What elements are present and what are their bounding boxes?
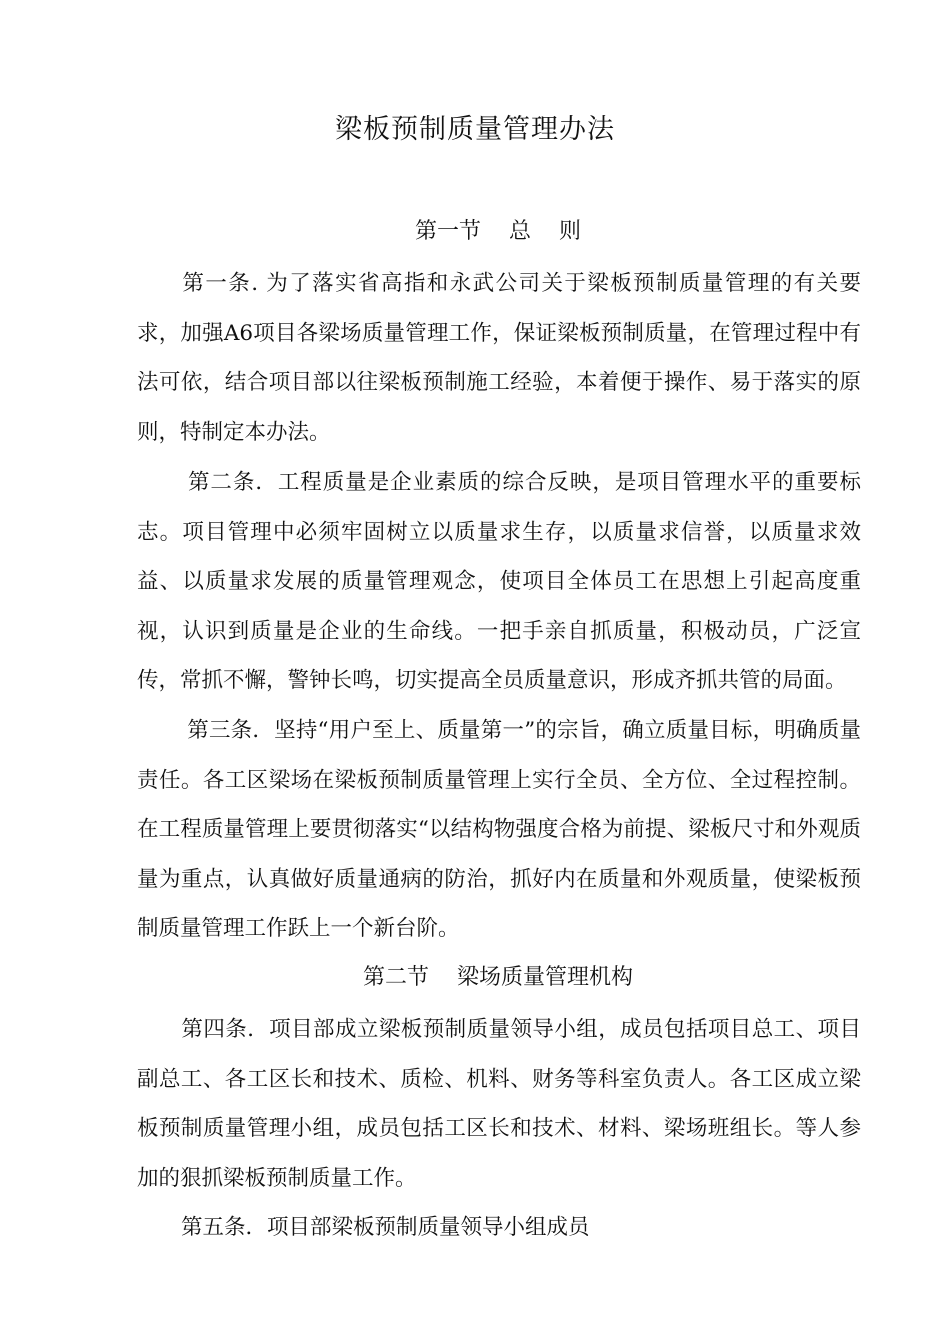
article-2-text: 第二条．工程质量是企业素质的综合反映，是项目管理水平的重要标志。项目管理中必须牢固树立以质量求生存，以质量求信誉，以质量求效益、以质量求发展的质量管理观念，使项目全体员工在思想上引起高度重视，认识到质量是企业的生命线。一把手亲自抓质量，积极动员，广泛宣传，常抓不懈，警钟长鸣，切实提高全员质量意识，形成齐抓共管的局面。 [137,470,861,693]
section-heading-1: 第一节 总 则 [415,219,581,244]
article-3-text: 第三条．坚持“用户至上、质量第一”的宗旨，确立质量目标，明确质量责任。各工区梁场在梁板预制质量管理上实行全员、全方位、全过程控制。在工程质量管理上要贯彻落实“以结构物强度合格为前提、梁板尺寸和外观质量为重点，认真做好质量通病的防治，抓好内在质量和外观质量，使梁板预制质量管理工作跃上一个新台阶。 [137,718,861,941]
document-title: 梁板预制质量管理办法 [335,114,615,145]
article-1 [137,259,861,457]
section-heading-2: 第二节 梁场质量管理机构 [363,965,633,990]
article-5-text: 第五条．项目部梁板预制质量领导小组成员 [181,1215,590,1240]
article-2 [137,458,861,706]
article-1-text: 第一条. 为了落实省高指和永武公司关于梁板预制质量管理的有关要求，加强A6项目各梁场质量管理工作，保证梁板预制质量，在管理过程中有法可依，结合项目部以往梁板预制施工经验，本着便于操作、易于落实的原则，特制定本办法。 [137,271,861,445]
article-4 [137,1005,861,1203]
article-3 [137,706,861,954]
article-5 [137,1203,861,1253]
article-4-text: 第四条．项目部成立梁板预制质量领导小组，成员包括项目总工、项目副总工、各工区长和技术、质检、机料、财务等科室负责人。各工区成立梁板预制质量管理小组，成员包括工区长和技术、材料、梁场班组长。等人参加的狠抓梁板预制质量工作。 [137,1017,861,1191]
